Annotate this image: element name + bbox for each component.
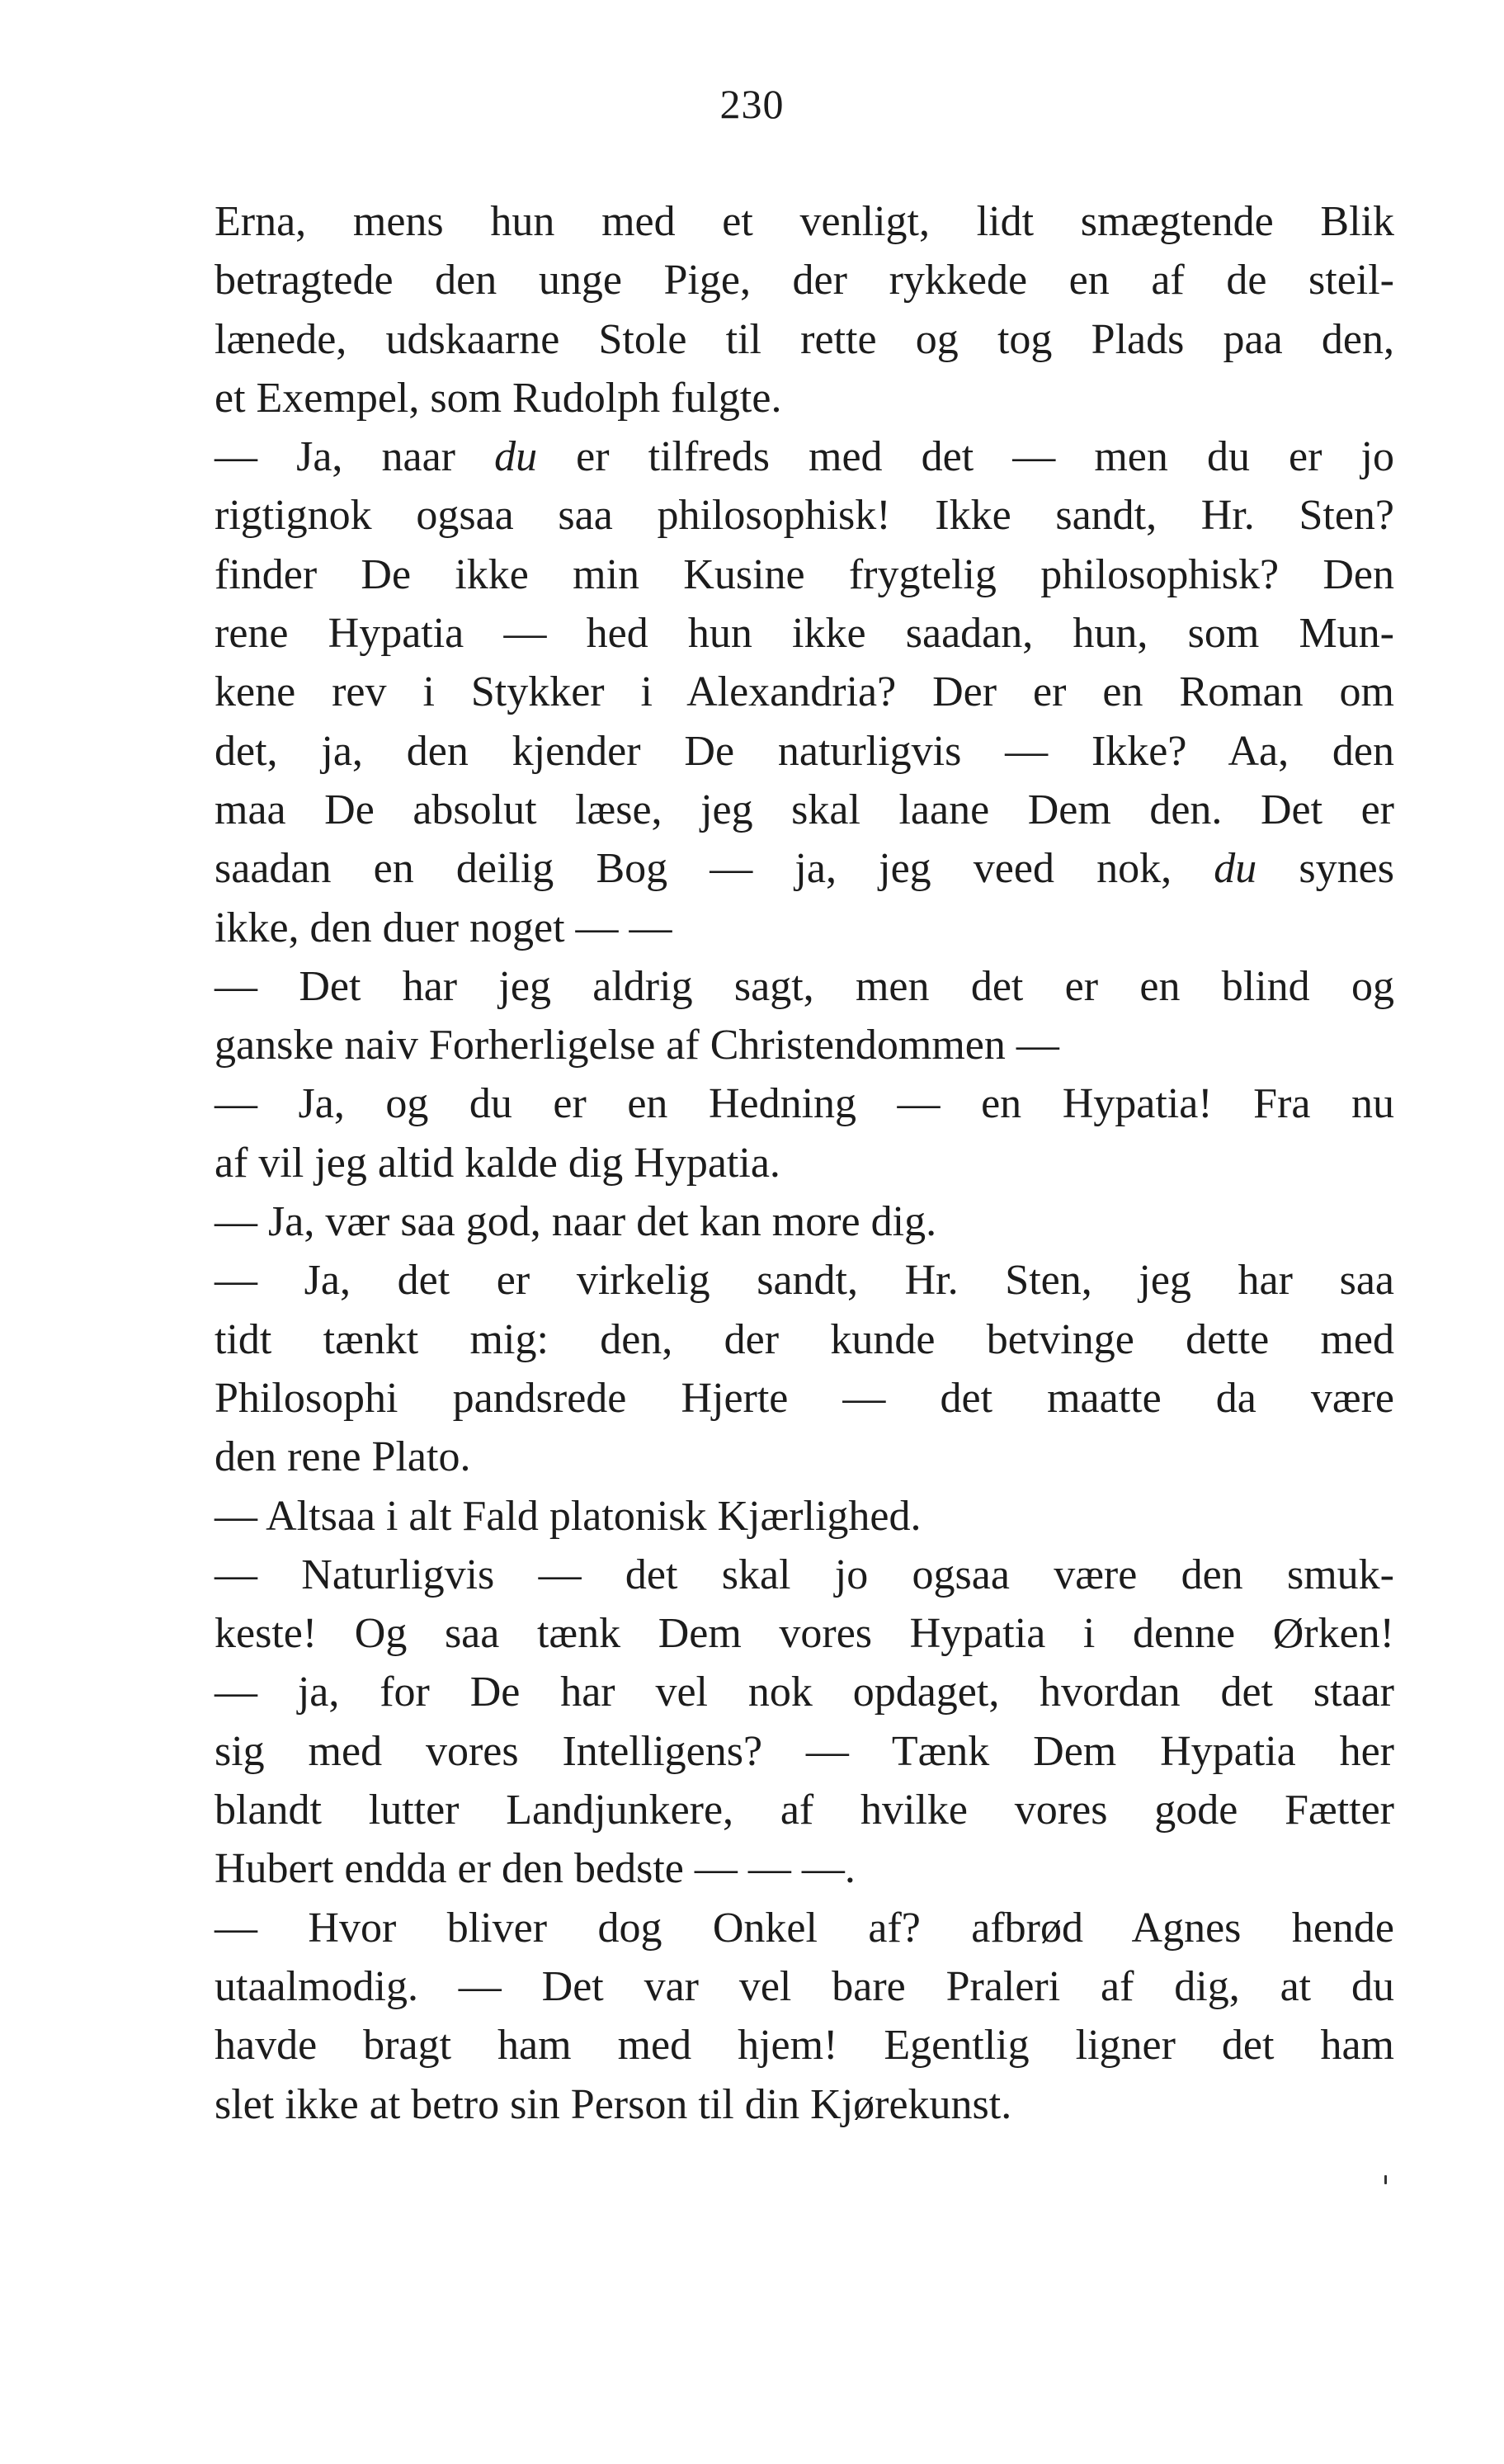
text-line: maa De absolut læse, jeg skal laane Dem den. Det er xyxy=(215,786,1394,833)
text-line: betragtede den unge Pige, der rykkede en af de steil- xyxy=(215,257,1394,304)
text-line: Philosophi pandsrede Hjerte — det maatte da være xyxy=(215,1374,1394,1422)
text-line: rigtignok ogsaa saa philosophisk! Ikke sandt, Hr. Sten? xyxy=(215,492,1394,540)
text-line: rene Hypatia — hed hun ikke saadan, hun, som Mun- xyxy=(215,610,1394,658)
print-speck xyxy=(1384,2175,1387,2184)
text-line: den rene Plato. xyxy=(215,1433,471,1481)
text-line: slet ikke at betro sin Person til din Kjørekunst. xyxy=(215,2080,1012,2128)
text-line: tidt tænkt mig: den, der kunde betvinge dette med xyxy=(215,1315,1394,1363)
text-line: — Naturligvis — det skal jo ogsaa være den smuk- xyxy=(215,1551,1394,1598)
text-line: — Ja, og du er en Hedning — en Hypatia! Fra nu xyxy=(215,1080,1394,1128)
text-line xyxy=(215,839,1394,898)
text-line: — Ja, det er virkelig sandt, Hr. Sten, jeg har saa xyxy=(215,1257,1394,1305)
text-line: finder De ikke min Kusine frygtelig philosophisk? Den xyxy=(215,550,1394,598)
text-line: — ja, for De har vel nok opdaget, hvordan det staar xyxy=(215,1669,1394,1716)
text-line: — Det har jeg aldrig sagt, men det er en blind og xyxy=(215,962,1394,1010)
text-line: blandt lutter Landjunkere, af hvilke vores gode Fætter xyxy=(215,1787,1394,1834)
text-line: Erna, mens hun med et venligt, lidt smægtende Blik xyxy=(215,198,1394,245)
text-line: sig med vores Intelligens? — Tænk Dem Hypatia her xyxy=(215,1727,1394,1775)
text-line: — Altsaa i alt Fald platonisk Kjærlighed. xyxy=(215,1492,922,1540)
text-line xyxy=(215,427,1394,486)
text-line: havde bragt ham med hjem! Egentlig ligner det ham xyxy=(215,2022,1394,2070)
text-segment: synes xyxy=(1256,845,1394,893)
text-line: kene rev i Stykker i Alexandria? Der er en Roman om xyxy=(215,668,1394,716)
text-line: ganske naiv Forherligelse af Christendommen — xyxy=(215,1022,1059,1069)
text-line: af vil jeg altid kalde dig Hypatia. xyxy=(215,1139,780,1187)
text-segment: er tilfreds med det — men du er jo xyxy=(537,433,1394,481)
italic-word: du xyxy=(494,433,538,481)
text-line: keste! Og saa tænk Dem vores Hypatia i denne Ørken! xyxy=(215,1610,1394,1658)
text-line: Hubert endda er den bedste — — —. xyxy=(215,1845,856,1893)
text-line: utaalmodig. — Det var vel bare Praleri af dig, at du xyxy=(215,1962,1394,2010)
italic-word: du xyxy=(1214,845,1257,893)
text-segment: — Ja, naar xyxy=(215,433,495,481)
body-text xyxy=(215,192,1394,2134)
text-line: lænede, udskaarne Stole til rette og tog Plads paa den, xyxy=(215,315,1394,363)
text-line: et Exempel, som Rudolph fulgte. xyxy=(215,374,782,422)
text-line: — Hvor bliver dog Onkel af? afbrød Agnes hende xyxy=(215,1904,1394,1952)
text-line: ikke, den duer noget — — xyxy=(215,904,672,951)
text-line: — Ja, vær saa god, naar det kan more dig. xyxy=(215,1198,937,1246)
page-number: 230 xyxy=(719,81,785,127)
text-segment: saadan en deilig Bog — ja, jeg veed nok, xyxy=(215,845,1214,893)
text-line: det, ja, den kjender De naturligvis — Ikke? Aa, den xyxy=(215,727,1394,775)
